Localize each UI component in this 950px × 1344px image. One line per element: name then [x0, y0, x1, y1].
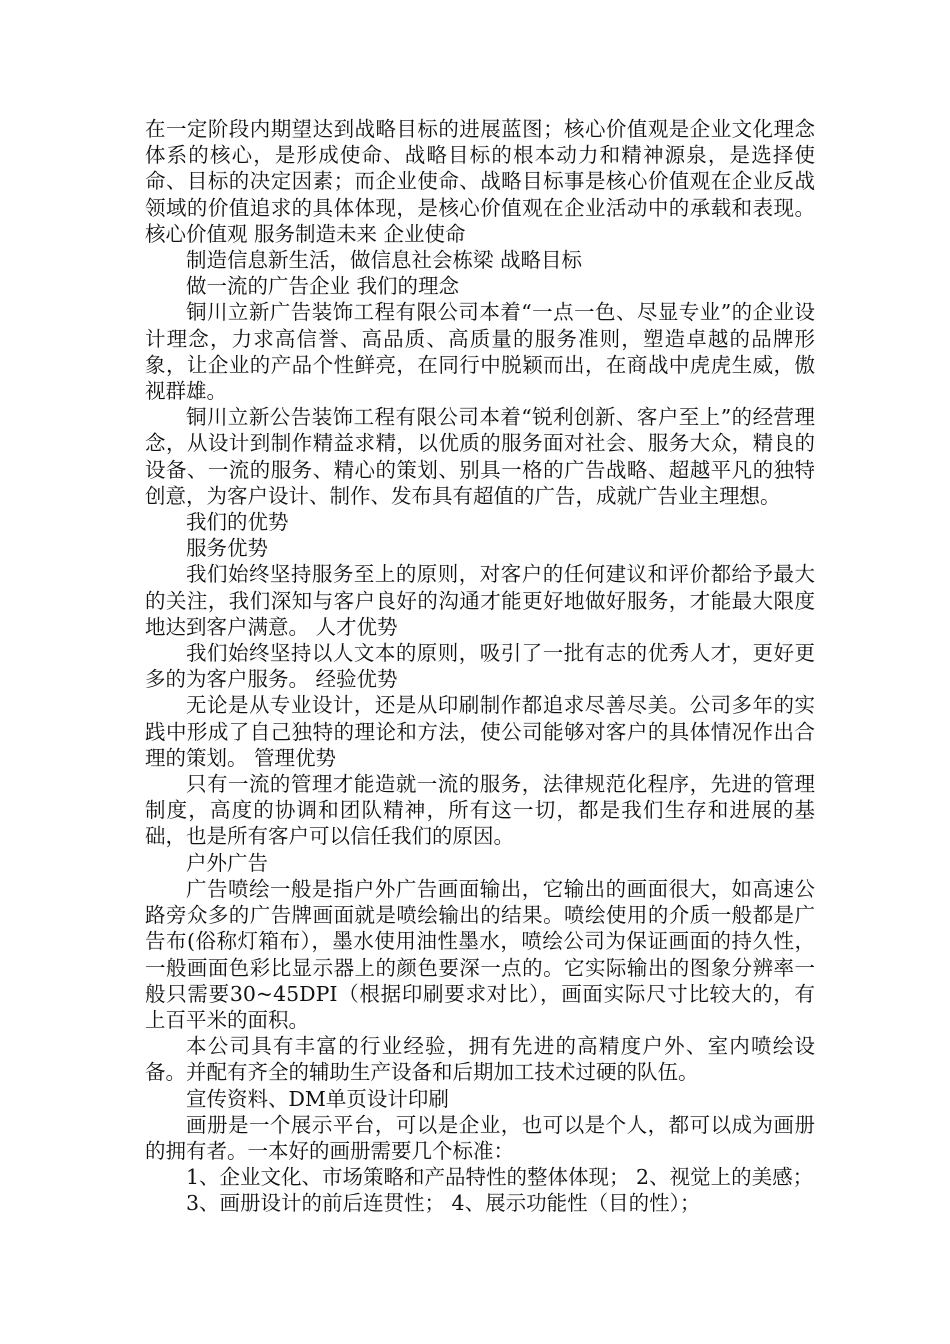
paragraph-criteria-1-2: 1、企业文化、市场策略和产品特性的整体体现； 2、视觉上的美感；: [186, 1165, 814, 1190]
paragraph-design-philosophy: 铜川立新广告装饰工程有限公司本着“一点一色、尽显专业”的企业设计理念，力求高信誉、高品质、高质量的服务准则，塑造卓越的品牌形象，让企业的产品个性鲜亮，在同行中脱颖而出，在商战中虎虎生威，傲视群雄。: [145, 300, 815, 404]
heading-brochure-dm-printing: 宣传资料、DM单页设计印刷: [186, 1086, 449, 1111]
paragraph-talent-advantage: 我们始终坚持以人文本的原则，吸引了一批有志的优秀人才，更好更多的为客户服务。 经验优势: [145, 641, 815, 692]
document-body: [145, 116, 815, 1217]
paragraph-management-advantage: 只有一流的管理才能造就一流的服务，法律规范化程序，先进的管理制度，高度的协调和团队精神，所有这一切，都是我们生存和进展的基础，也是所有客户可以信任我们的原因。: [145, 772, 815, 849]
paragraph-strategic-goal: 做一流的广告企业 我们的理念: [186, 274, 460, 299]
heading-outdoor-advertising: 户外广告: [186, 850, 268, 875]
paragraph-criteria-3-4: 3、画册设计的前后连贯性； 4、展示功能性（目的性）；: [186, 1191, 701, 1216]
paragraph-mission: 制造信息新生活，做信息社会栋梁 战略目标: [186, 248, 583, 273]
paragraph-inkjet-printing: 广告喷绘一般是指户外广告画面输出，它输出的画面很大，如高速公路旁众多的广告牌画面就是喷绘输出的结果。喷绘使用的介质一般都是广告布(俗称灯箱布），墨水使用油性墨水，喷绘公司为保证画面的持久性，一般画面色彩比显示器上的颜色要深一点的。它实际输出的图象分辨率一般只需要30~45DPI（根据印刷要求对比），画面实际尺寸比较大的，有上百平米的面积。: [145, 876, 815, 1032]
paragraph-strategy-values: 在一定阶段内期望达到战略目标的进展蓝图；核心价值观是企业文化理念体系的核心，是形成使命、战略目标的根本动力和精神源泉，是选择使命、目标的决定因素；而企业使命、战略目标事是核心价值观在企业反战领域的价值追求的具体体现，是核心价值观在企业活动中的承载和表现。 核心价值观 服务制造未来 企业使命: [145, 117, 815, 246]
paragraph-experience-advantage: 无论是从专业设计，还是从印刷制作都追求尽善尽美。公司多年的实践中形成了自己独特的理论和方法，使公司能够对客户的具体情况作出合理的策划。 管理优势: [145, 693, 815, 770]
heading-service-advantage: 服务优势: [186, 536, 268, 561]
paragraph-brochure-intro: 画册是一个展示平台，可以是企业，也可以是个人，都可以成为画册的拥有者。一本好的画册需要几个标准：: [145, 1112, 815, 1163]
heading-our-advantages: 我们的优势: [186, 510, 289, 535]
paragraph-service-advantage: 我们始终坚持服务至上的原则，对客户的任何建议和评价都给予最大的关注，我们深知与客户良好的沟通才能更好地做好服务，才能最大限度地达到客户满意。 人才优势: [145, 562, 815, 639]
paragraph-business-philosophy: 铜川立新公告装饰工程有限公司本着“锐利创新、客户至上”的经营理念，从设计到制作精益求精，以优质的服务面对社会、服务大众，精良的设备、一流的服务、精心的策划、别具一格的广告战略、超越平凡的独特创意，为客户设计、制作、发布具有超值的广告，成就广告业主理想。: [145, 405, 815, 508]
paragraph-company-equipment: 本公司具有丰富的行业经验，拥有先进的高精度户外、室内喷绘设备。并配有齐全的辅助生产设备和后期加工技术过硬的队伍。: [145, 1034, 815, 1085]
